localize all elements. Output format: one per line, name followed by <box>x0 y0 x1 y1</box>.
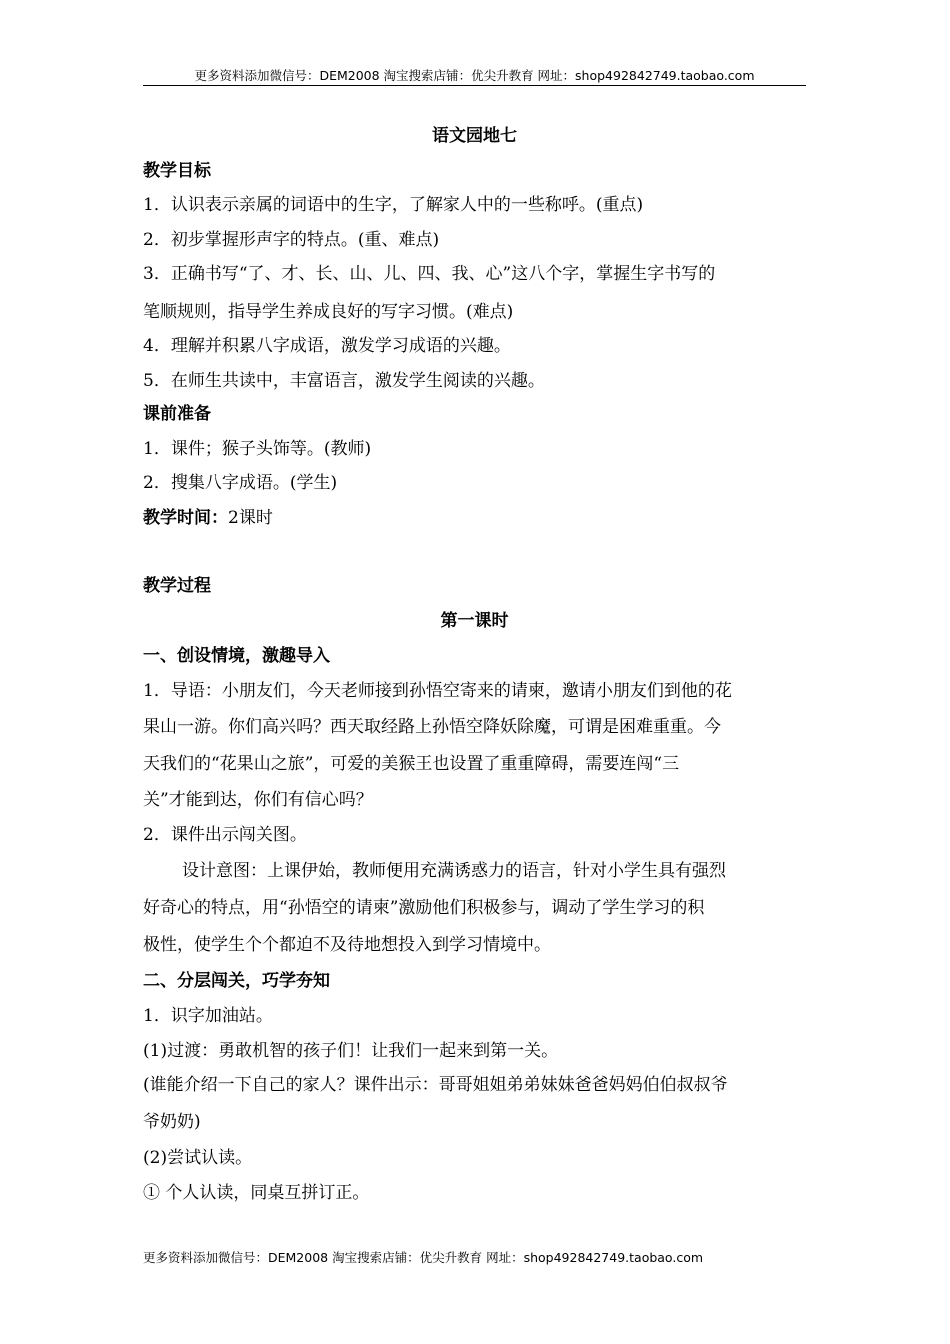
lesson-1-title: 第一课时 <box>440 611 509 631</box>
design-intent-line-3: 极性，使学生个个都迫不及待地想投入到学习情境中。 <box>143 935 551 955</box>
goals-heading: 教学目标 <box>143 161 211 181</box>
section-1-line-4: 关”才能到达，你们有信心吗？ <box>143 790 373 810</box>
design-intent-line-2: 好奇心的特点，用“孙悟空的请柬”激励他们积极参与，调动了学生学习的积 <box>143 898 705 918</box>
section-2-line-5: (2)尝试认读。 <box>143 1148 253 1168</box>
section-2-heading: 二、分层闯关，巧学夯知 <box>143 971 330 991</box>
section-1-line-5: 2．课件出示闯关图。 <box>143 825 307 845</box>
section-1-line-1: 1．导语：小朋友们，今天老师接到孙悟空寄来的请柬，邀请小朋友们到他的花 <box>143 681 732 701</box>
section-1-line-3: 天我们的“花果山之旅”，可爱的美猴王也设置了重重障碍，需要连闯“三 <box>143 754 680 774</box>
section-2-line-4: 爷奶奶) <box>143 1112 201 1132</box>
goal-3a: 3．正确书写“了、才、长、山、儿、四、我、心”这八个字，掌握生字书写的 <box>143 264 716 284</box>
goal-5: 5．在师生共读中，丰富语言，激发学生阅读的兴趣。 <box>143 371 545 391</box>
page-footer: 更多资料添加微信号：DEM2008 淘宝搜索店铺：优尖升教育 网址：shop492842749.taobao.com <box>143 1250 704 1265</box>
prep-1: 1．课件；猴子头饰等。(教师) <box>143 439 372 459</box>
design-intent-line-1: 设计意图：上课伊始，教师便用充满诱惑力的语言，针对小学生具有强烈 <box>182 861 726 881</box>
prep-2: 2．搜集八字成语。(学生) <box>143 473 338 493</box>
prep-heading: 课前准备 <box>143 404 211 424</box>
page-header: 更多资料添加微信号：DEM2008 淘宝搜索店铺：优尖升教育 网址：shop492842749.taobao.com <box>194 68 755 83</box>
goal-3b: 笔顺规则，指导学生养成良好的写字习惯。(难点) <box>143 302 514 322</box>
page-title: 语文园地七 <box>432 126 517 146</box>
goal-4: 4．理解并积累八字成语，激发学习成语的兴趣。 <box>143 336 511 356</box>
teaching-time-value: 2课时 <box>228 508 273 528</box>
teaching-time-label: 教学时间： <box>143 508 228 528</box>
section-2-line-6: ① 个人认读，同桌互拼订正。 <box>143 1183 370 1203</box>
section-1-heading: 一、创设情境，激趣导入 <box>143 646 330 666</box>
goal-1: 1．认识表示亲属的词语中的生字，了解家人中的一些称呼。(重点) <box>143 195 644 215</box>
section-1-line-2: 果山一游。你们高兴吗？西天取经路上孙悟空降妖除魔，可谓是困难重重。今 <box>143 717 721 737</box>
header-divider <box>143 85 806 86</box>
section-2-line-3: (谁能介绍一下自己的家人？课件出示：哥哥姐姐弟弟妹妹爸爸妈妈伯伯叔叔爷 <box>143 1075 728 1095</box>
section-2-line-2: (1)过渡：勇敢机智的孩子们！让我们一起来到第一关。 <box>143 1041 559 1061</box>
section-2-line-1: 1．识字加油站。 <box>143 1006 273 1026</box>
process-heading: 教学过程 <box>143 576 211 596</box>
teaching-time <box>143 510 273 527</box>
goal-2: 2．初步掌握形声字的特点。(重、难点) <box>143 230 440 250</box>
